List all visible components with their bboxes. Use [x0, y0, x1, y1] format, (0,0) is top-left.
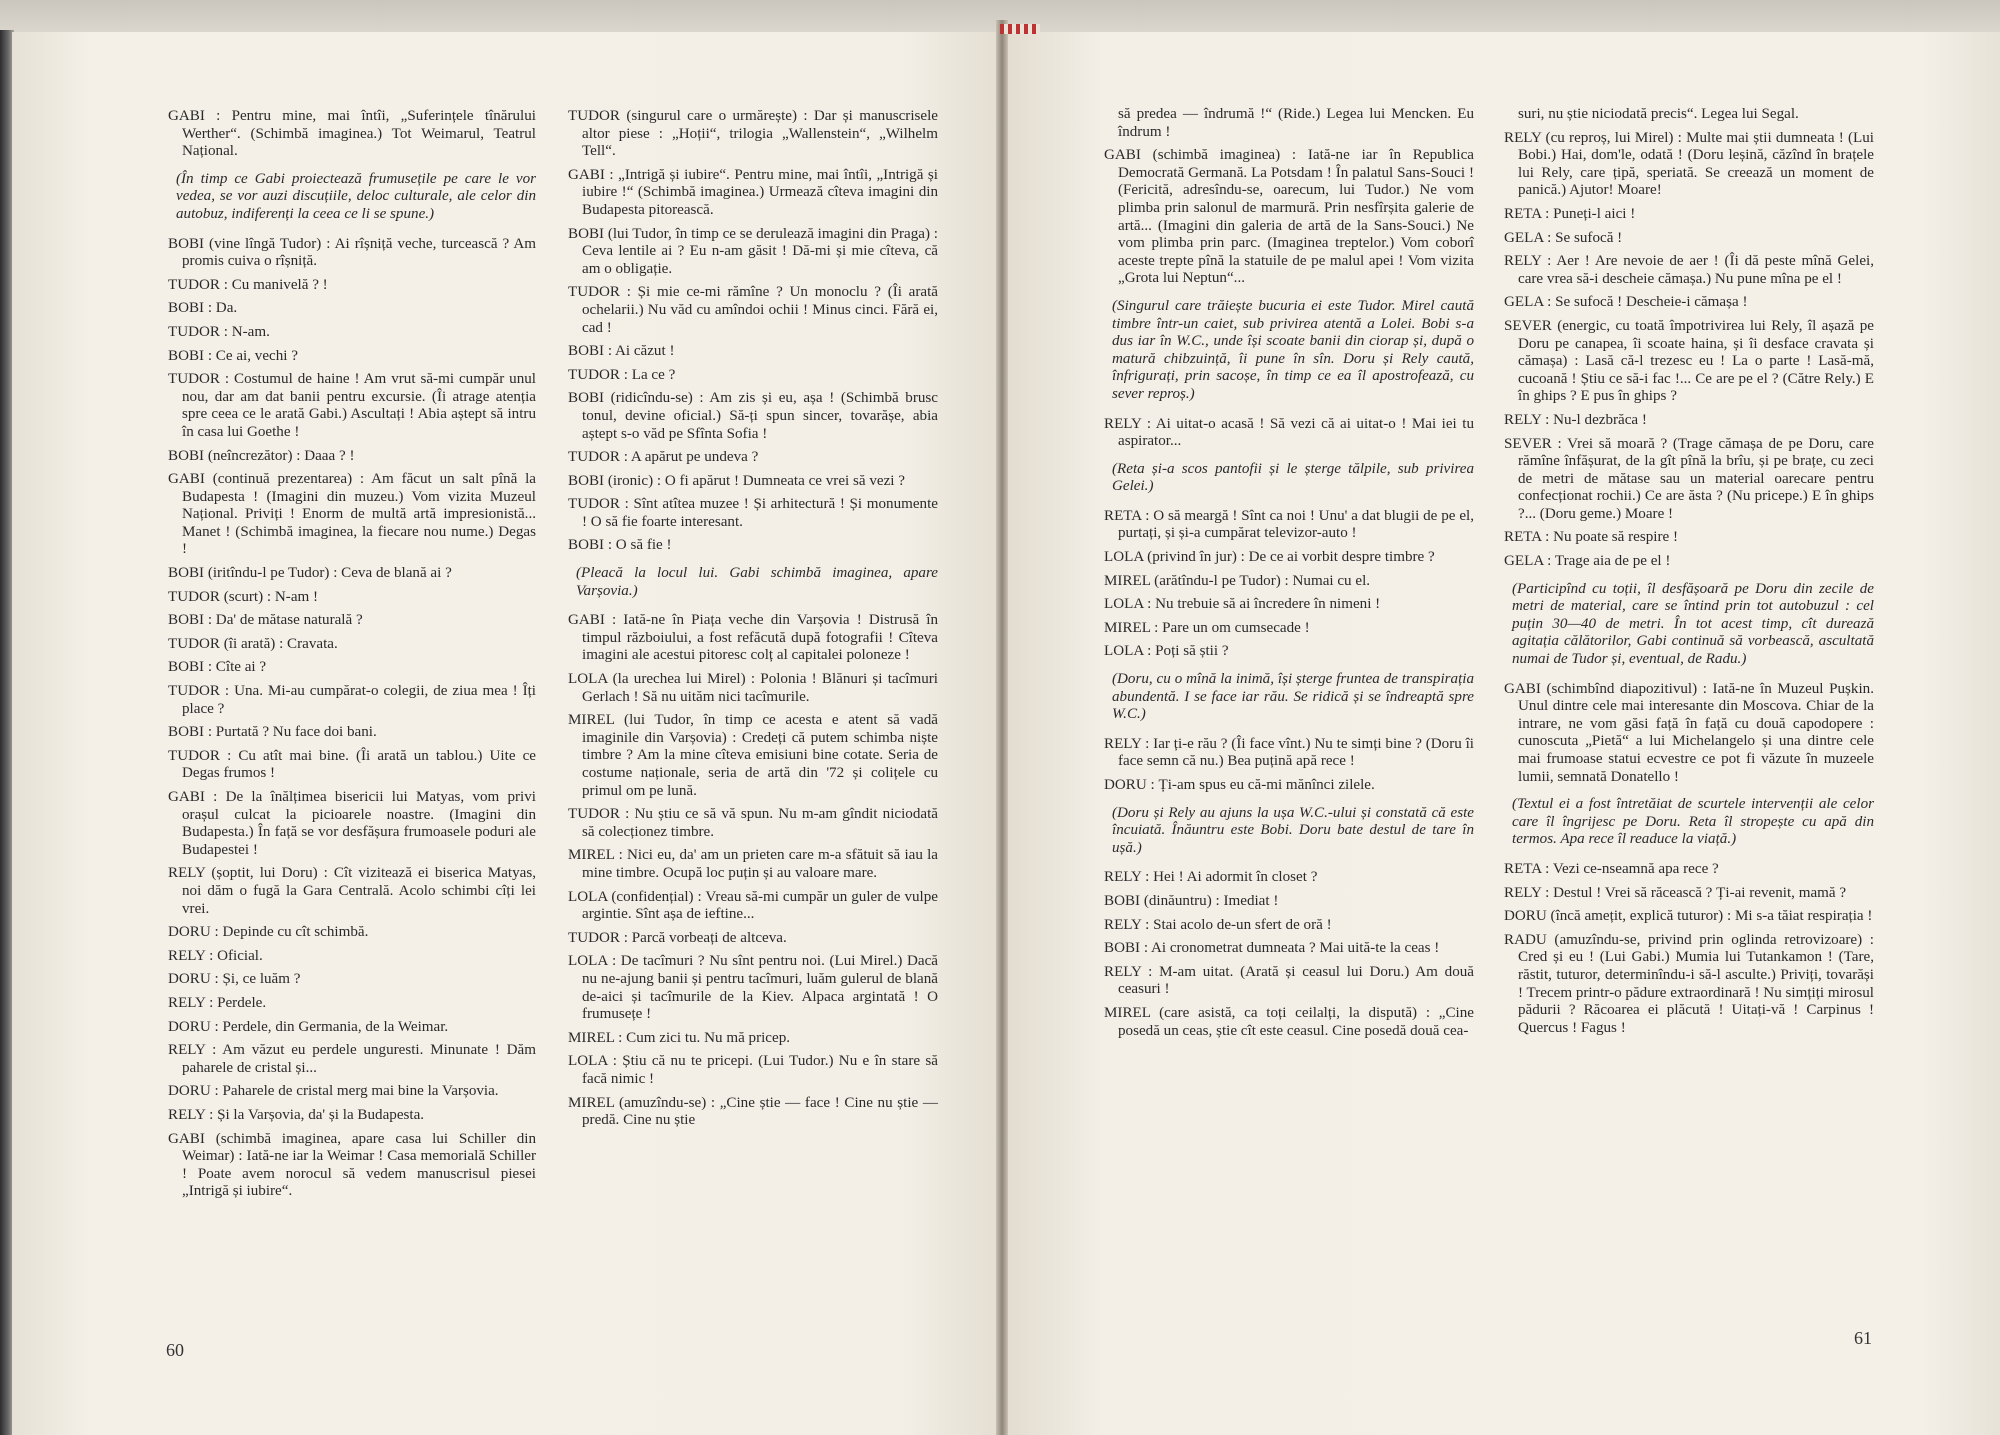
dialogue-line: RELY : Hei ! Ai adormit în closet ?: [1104, 869, 1318, 886]
dialogue-line: GABI (schimbă imaginea) : Iată-ne iar în Republica Democrată Germană. La Potsdam ! În palatul Sans-Souci ! (Fericită, adresîndu-se, oarecum, lui Tudor.) Ne vom plimba prin salonul de marmură. Prin nesfîrșita galerie de artă... (Imagini din galeria de artă de la Sans-Souci.) Ne vom plimba prin parc. (Imaginea treptelor.) Vom coborî aceste trepte pînă la statuile de pe malul apei ! Vom vizita „Grota lui Neptun“...: [1104, 147, 1474, 287]
dialogue-line: MIREL : Cum zici tu. Nu mă pricep.: [568, 1029, 791, 1046]
dialogue-line: BOBI : Ce ai, vechi ?: [168, 347, 298, 364]
book-gutter: [996, 20, 1008, 1435]
dialogue-line: RETA : O să meargă ! Sînt ca noi ! Unu' a dat blugii de pe el, purtați, și și-a cumpărat televizor-auto !: [1104, 507, 1474, 542]
dialogue-line: RELY (cu reproș, lui Mirel) : Multe mai știi dumneata ! (Lui Bobi.) Hai, dom'le, odată ! (Doru leșină, căzînd în brațele lui Rely, care țipă, speriată. Se creează un moment de panică.) Ajutor! Moare!: [1504, 129, 1874, 199]
stage-direction: (Participînd cu toții, îl desfășoară pe Doru din zecile de metri de material, care se întind prin tot autobuzul : cel puțin 30—40 de metri. În tot acest timp, cît durează agitația călătorilor, Gabi continuă să vorbească, ascultată numai de Tudor și, eventual, de Radu.): [1512, 580, 1874, 668]
dialogue-line: RELY (șoptit, lui Doru) : Cît vizitează ei biserica Matyas, noi dăm o fugă la Gara Centrală. Acolo schimbi cîți lei vrei.: [168, 865, 536, 917]
dialogue-line: BOBI : O să fie !: [568, 537, 672, 554]
dialogue-line: BOBI (ironic) : O fi apărut ! Dumneata ce vrei să vezi ?: [568, 472, 905, 489]
dialogue-line: MIREL : Nici eu, da' am un prieten care m-a sfătuit să iau la mine timbre. Ocupă loc puțin și au valoare mare.: [568, 847, 938, 881]
stage-direction: (Textul ei a fost întretăiat de scurtele intervenții ale celor care îl îngrijesc pe Doru. Reta îl stropește cu apă din termos. Apa rece îl readuce la viață.): [1512, 796, 1874, 848]
dialogue-line: GABI (schimbînd diapozitivul) : Iată-ne în Muzeul Pușkin. Unul dintre cele mai interesante din Moscova. Chiar de la intrare, ne vom găsi față în față cu două capodopere : cunoscuta „Pietă“ a lui Michelangelo și una dintre cele mai frumoase statui ecvestre ce pot fi văzute în muzeele lumii, semnată Donatello !: [1504, 680, 1874, 785]
stage-direction: (Doru și Rely au ajuns la ușa W.C.-ului și constată că este încuiată. Înăuntru este Bobi. Doru bate destul de tare în ușă.): [1112, 804, 1474, 856]
dialogue-line: DORU (încă amețit, explică tuturor) : Mi s-a tăiat respirația !: [1504, 908, 1873, 925]
page-number-left: 60: [166, 1340, 184, 1360]
dialogue-line: BOBI (vine lîngă Tudor) : Ai rîșniță veche, turcească ? Am promis cuiva o rîșniță.: [168, 235, 536, 270]
dialogue-line: RELY : Și la Varșovia, da' și la Budapesta.: [168, 1106, 425, 1123]
right-page-column-2: [1504, 106, 1874, 1043]
dialogue-line: LOLA : Știu că nu te pricepi. (Lui Tudor.) Nu e în stare să facă nimic !: [568, 1053, 938, 1087]
dialogue-line: GABI (continuă prezentarea) : Am făcut un salt pînă la Budapesta ! (Imagini din muzeu.) Vom vizita Muzeul Național. Priviți ! Enorm de multă artă impresionistă... Manet ! (Schimbă imaginea, la fiecare nou nume.) Degas !: [168, 471, 536, 558]
dialogue-line: RELY : Destul ! Vrei să răcească ? Ți-ai revenit, mamă ?: [1504, 884, 1847, 901]
dialogue-line: LOLA : Poți să știi ?: [1104, 643, 1229, 660]
dialogue-line: RELY : Am văzut eu perdele unguresti. Minunate ! Dăm paharele de cristal și...: [168, 1042, 536, 1076]
dialogue-line: MIREL (care asistă, ca toți ceilalți, la dispută) : „Cine posedă un ceas, știe cît este ceasul. Cine posedă două cea-: [1104, 1004, 1474, 1039]
dialogue-line: RELY : Oficial.: [168, 947, 263, 964]
stage-direction: (În timp ce Gabi proiectează frumusețile pe care le vor vedea, se vor auzi discuțiile, deloc culturale, ale celor din autobuz, indiferenți la ceea ce li se spune.): [176, 170, 536, 222]
dialogue-line: BOBI : Da.: [168, 300, 238, 317]
dialogue-line: DORU : Ți-am spus eu că-mi mănînci zilele.: [1104, 777, 1375, 793]
dialogue-line: GELA : Trage aia de pe el !: [1504, 553, 1671, 570]
dialogue-line: TUDOR : Nu știu ce să vă spun. Nu m-am gîndit niciodată să colecționez timbre.: [568, 806, 938, 840]
dialogue-line: MIREL : Pare un om cumsecade !: [1104, 619, 1310, 636]
dialogue-line: MIREL (lui Tudor, în timp ce acesta e atent să vadă imaginile din Varșovia) : Credeți că putem schimba niște timbre ? Am la mine cîteva emisiuni bine cotate. Seria de costume naționale, seria de artă din '72 și colițele cu primul om pe lună.: [568, 712, 938, 799]
dialogue-line: RELY : Aer ! Are nevoie de aer ! (Îi dă peste mînă Gelei, care vrea să-i descheie cămașa.) Nu pune mîna pe el !: [1504, 253, 1874, 287]
page-number-right: 61: [1854, 1328, 1872, 1348]
dialogue-line: RELY : Nu-l dezbrăca !: [1504, 411, 1647, 428]
dialogue-line: GABI (schimbă imaginea, apare casa lui Schiller din Weimar) : Iată-ne iar la Weimar ! Casa memorială Schiller ! Poate avem norocul să vedem manuscrisul piesei „Intrigă și iubire“.: [168, 1130, 536, 1200]
continued-line: să predea — îndrumă !“ (Ride.) Legea lui Mencken. Eu îndrum !: [1118, 106, 1474, 140]
dialogue-line: LOLA (privind în jur) : De ce ai vorbit despre timbre ?: [1104, 549, 1435, 566]
dialogue-line: BOBI : Purtată ? Nu face doi bani.: [168, 724, 377, 741]
dialogue-line: BOBI : Ai cronometrat dumneata ? Mai uită-te la ceas !: [1104, 940, 1440, 957]
dialogue-line: RETA : Nu poate să respire !: [1504, 529, 1678, 546]
dialogue-line: BOBI : Da' de mătase naturală ?: [168, 612, 363, 629]
dialogue-line: TUDOR : Una. Mi-au cumpărat-o colegii, de ziua mea ! Îți place ?: [168, 683, 536, 717]
dialogue-line: RELY : Iar ți-e rău ? (Îi face vînt.) Nu te simți bine ? (Doru îi face semn că nu.) Bea puțină apă rece !: [1104, 735, 1474, 770]
dialogue-line: MIREL (arătîndu-l pe Tudor) : Numai cu el.: [1104, 572, 1371, 589]
dialogue-line: GABI : De la înălțimea bisericii lui Matyas, vom privi orașul culcat la picioarele noastre. (Imagini din Budapesta.) În față se vor desfășura frumoasele poduri ale Budapestei !: [168, 789, 536, 858]
dialogue-line: DORU : Și, ce luăm ?: [168, 971, 301, 988]
dialogue-line: BOBI (lui Tudor, în timp ce se derulează imagini din Praga) : Ceva lentile ai ? Eu n-am găsit ! Dă-mi și mie cîteva, că am o obligație.: [568, 225, 938, 277]
dialogue-line: RADU (amuzîndu-se, privind prin oglinda retrovizoare) : Cred și eu ! (Lui Gabi.) Mumia lui Tutankamon ! (Tare, răstit, tuturor, determinîndu-i să-l asculte.) Priviți, tovarăși ! Trecem printr-o pădure extraordinară ! Nu simțiți mirosul pădurii ? Răcoarea ei plăcută ! Uitați-vă ! Carpinus ! Quercus ! Fagus !: [1504, 931, 1874, 1036]
dialogue-line: GABI : „Intrigă și iubire“. Pentru mine, mai întîi, „Intrigă și iubire !“ (Schimbă imaginea.) Urmează cîteva imagini din Budapesta pitorească.: [568, 166, 938, 218]
dialogue-line: TUDOR : Și mie ce-mi rămîne ? Un monoclu ? (Îi arată ochelarii.) Nu văd cu amîndoi ochii ! Minus cinci. Fără ei, cad !: [568, 284, 938, 336]
dialogue-line: LOLA (la urechea lui Mirel) : Polonia ! Blănuri și tacîmuri Gerlach ! Să nu uităm nici tacîmurile.: [568, 671, 938, 705]
dialogue-line: SEVER : Vrei să moară ? (Trage cămașa de pe Doru, care rămîne înfășurat, de la gît pînă la brîu, și pe brațe, cu zeci de metri de mătase sau un material oarecare pentru confecționat rochii.) Ce are ăsta ? (Nu pricepe.) E în ghips ?... (Doru geme.) Moare !: [1504, 435, 1874, 522]
dialogue-line: MIREL (amuzîndu-se) : „Cine știe — face ! Cine nu știe — predă. Cine nu știe: [568, 1094, 938, 1129]
dialogue-line: BOBI : Ai căzut !: [568, 343, 675, 360]
stage-direction: (Doru, cu o mînă la inimă, își șterge fruntea de transpirația abundentă. I se face iar rău. Se ridică și se îndreaptă spre W.C.): [1112, 671, 1474, 723]
dialogue-line: DORU : Perdele, din Germania, de la Weimar.: [168, 1018, 449, 1035]
dialogue-line: BOBI (iritîndu-l pe Tudor) : Ceva de blană ai ?: [168, 565, 452, 582]
stage-direction: (Singurul care trăiește bucuria ei este Tudor. Mirel caută timbre într-un caiet, sub privirea atentă a Lolei. Bobi s-a dus iar în W.C., unde își scoate banii din ciorap și, după o matură chibzuință, îi pune în sîn. Doru și Rely caută, înfrigurați, prin sacoșe, în timp ce ea îl apostrofează, cu sever reproș.): [1112, 297, 1474, 402]
dialogue-line: SEVER (energic, cu toată împotrivirea lui Rely, îl așază pe Doru pe canapea, îi scoate haina, și îi desface cravata și cămașa) : Lasă că-l trezesc eu ! La o parte ! Lasă-mă, cucoană ! Știu ce să-i fac !... Ce are pe el ? (Către Rely.) E în ghips ? E pus în ghips ?: [1504, 317, 1874, 405]
dialogue-line: BOBI (dinăuntru) : Imediat !: [1104, 892, 1279, 909]
dialogue-line: BOBI (ridicîndu-se) : Am zis și eu, așa ! (Schimbă brusc tonul, devine oficial.) Să-ți spun sincer, tovarășe, abia aștept s-o văd pe Sfînta Sofia !: [568, 390, 938, 442]
dialogue-line: LOLA (confidențial) : Vreau să-mi cumpăr un guler de vulpe argintie. Sînt așa de ieftine...: [568, 888, 938, 923]
left-page-column-2: [568, 108, 938, 1136]
dialogue-line: RELY : Ai uitat-o acasă ! Să vezi că ai uitat-o ! Mai iei tu aspirator...: [1104, 415, 1474, 450]
left-page-column-1: [168, 108, 536, 1207]
dialogue-line: RELY : Stai acolo de-un sfert de oră !: [1104, 916, 1332, 933]
dialogue-line: TUDOR : La ce ?: [568, 366, 676, 383]
dialogue-line: TUDOR (singurul care o urmărește) : Dar și manuscrisele altor piese : „Hoții“, trilogia „Wallenstein“, „Wilhelm Tell“.: [568, 108, 938, 160]
dialogue-line: GABI : Pentru mine, mai întîi, „Suferințele tînărului Werther“. (Schimbă imaginea.) Tot Weimarul, Teatrul Național.: [168, 108, 536, 160]
dialogue-line: RETA : Puneți-l aici !: [1504, 205, 1636, 222]
dialogue-line: BOBI : Cîte ai ?: [168, 659, 267, 676]
dialogue-line: TUDOR : Cu manivelă ? !: [168, 276, 328, 293]
dialogue-line: DORU : Depinde cu cît schimbă.: [168, 924, 369, 941]
dialogue-line: TUDOR : A apărut pe undeva ?: [568, 449, 759, 466]
right-page-column-1: [1104, 106, 1474, 1046]
dialogue-line: LOLA : De tacîmuri ? Nu sînt pentru noi. (Lui Mirel.) Dacă nu ne-ajung banii și pentru tacîmuri, luăm gulerul de blană de-aici și tacîmurile de la Kiev. Alpaca argintată ! O frumusețe !: [568, 953, 938, 1023]
dialogue-line: DORU : Paharele de cristal merg mai bine la Varșovia.: [168, 1083, 499, 1100]
dialogue-line: GELA : Se sufocă ! Descheie-i cămașa !: [1504, 294, 1748, 311]
dialogue-line: TUDOR : Costumul de haine ! Am vrut să-mi cumpăr unul nou, dar am dat banii pentru excursie. (Îi atrage atenția spre ceea ce le arată Gabi.) Ascultați ! Abia aștept să intru în casa lui Goethe !: [168, 371, 536, 440]
dialogue-line: TUDOR : Cu atît mai bine. (Îi arată un tablou.) Uite ce Degas frumos !: [168, 747, 536, 782]
dialogue-line: LOLA : Nu trebuie să ai încredere în nimeni !: [1104, 596, 1381, 613]
bookmark-ribbon: [1000, 24, 1040, 34]
dialogue-line: TUDOR (scurt) : N-am !: [168, 588, 319, 605]
dialogue-line: RELY : M-am uitat. (Arată și ceasul lui Doru.) Am două ceasuri !: [1104, 963, 1474, 998]
dialogue-line: GELA : Se sufocă !: [1504, 229, 1623, 246]
continued-line: suri, nu știe niciodată precis“. Legea lui Segal.: [1518, 106, 1799, 122]
dialogue-line: BOBI (neîncrezător) : Daaa ? !: [168, 447, 355, 464]
dialogue-line: GABI : Iată-ne în Piața veche din Varșovia ! Distrusă în timpul războiului, a fost refăcută după fotografii ! Cîteva imagini ale acestui pitoresc colț al capitalei poloneze !: [568, 612, 938, 664]
stage-direction: (Pleacă la locul lui. Gabi schimbă imaginea, apare Varșovia.): [576, 565, 938, 599]
dialogue-line: TUDOR : Sînt atîtea muzee ! Și arhitectură ! Și monumente ! O să fie foarte interesant.: [568, 496, 938, 530]
dialogue-line: TUDOR : N-am.: [168, 323, 270, 340]
dialogue-line: TUDOR : Parcă vorbeați de altceva.: [568, 929, 787, 946]
dialogue-line: RELY : Perdele.: [168, 994, 267, 1011]
dialogue-line: TUDOR (îi arată) : Cravata.: [168, 635, 338, 652]
stage-direction: (Reta și-a scos pantofii și le șterge tălpile, sub privirea Gelei.): [1112, 460, 1474, 495]
dialogue-line: RETA : Vezi ce-nseamnă apa rece ?: [1504, 860, 1719, 877]
